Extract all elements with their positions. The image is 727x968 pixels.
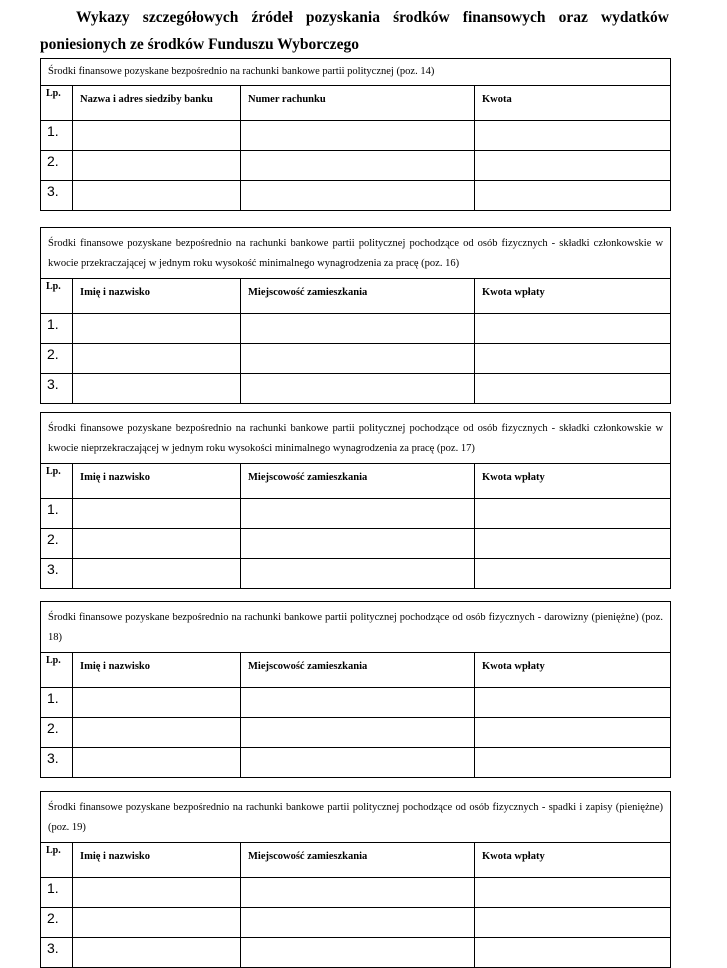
table-row <box>41 748 671 778</box>
table-title: Środki finansowe pozyskane bezpośrednio na rachunki bankowe partii politycznej pochodzące od osób fizycznych - składki członkowskie w kwocie nieprzekraczającej w jednym roku wysokości minimalnego wynagrodzenia za pracę (poz. 17) <box>41 413 671 464</box>
row-number: 3. <box>41 938 73 968</box>
amount-cell[interactable] <box>475 151 671 181</box>
payment-amount-cell[interactable] <box>475 718 671 748</box>
row-number: 1. <box>41 499 73 529</box>
column-header: Imię i nazwisko <box>73 464 241 499</box>
payment-amount-cell[interactable] <box>475 688 671 718</box>
row-number: 1. <box>41 688 73 718</box>
table-row <box>41 374 671 404</box>
payment-amount-cell[interactable] <box>475 529 671 559</box>
full-name-cell[interactable] <box>73 374 241 404</box>
table-bank-accounts <box>40 58 671 211</box>
bank-name-cell[interactable] <box>73 181 241 211</box>
column-header: Imię i nazwisko <box>73 653 241 688</box>
residence-cell[interactable] <box>241 688 475 718</box>
residence-cell[interactable] <box>241 344 475 374</box>
table-row <box>41 499 671 529</box>
table-row <box>41 718 671 748</box>
column-header: Kwota wpłaty <box>475 464 671 499</box>
full-name-cell[interactable] <box>73 688 241 718</box>
column-header: Numer rachunku <box>241 86 475 121</box>
table-title: Środki finansowe pozyskane bezpośrednio na rachunki bankowe partii politycznej pochodzące od osób fizycznych - darowizny (pieniężne) (poz. 18) <box>41 602 671 653</box>
payment-amount-cell[interactable] <box>475 314 671 344</box>
table-row <box>41 688 671 718</box>
row-number: 3. <box>41 181 73 211</box>
lp-header: Lp. <box>41 653 73 688</box>
residence-cell[interactable] <box>241 499 475 529</box>
full-name-cell[interactable] <box>73 314 241 344</box>
table-membership-fees-below <box>40 412 671 589</box>
account-number-cell[interactable] <box>241 121 475 151</box>
column-header: Kwota wpłaty <box>475 843 671 878</box>
row-number: 2. <box>41 529 73 559</box>
row-number: 1. <box>41 121 73 151</box>
residence-cell[interactable] <box>241 559 475 589</box>
column-header: Miejscowość zamieszkania <box>241 653 475 688</box>
row-number: 2. <box>41 344 73 374</box>
payment-amount-cell[interactable] <box>475 748 671 778</box>
row-number: 2. <box>41 151 73 181</box>
column-header: Miejscowość zamieszkania <box>241 464 475 499</box>
full-name-cell[interactable] <box>73 748 241 778</box>
residence-cell[interactable] <box>241 374 475 404</box>
lp-header: Lp. <box>41 279 73 314</box>
row-number: 3. <box>41 374 73 404</box>
full-name-cell[interactable] <box>73 344 241 374</box>
full-name-cell[interactable] <box>73 908 241 938</box>
page-title: Wykazy szczegółowych źródeł pozyskania środków finansowych oraz wydatków poniesionych ze środków Funduszu Wyborczego <box>40 9 669 53</box>
lp-header: Lp. <box>41 464 73 499</box>
table-row <box>41 344 671 374</box>
column-header: Kwota wpłaty <box>475 279 671 314</box>
column-header: Imię i nazwisko <box>73 279 241 314</box>
table-inheritances <box>40 791 671 968</box>
payment-amount-cell[interactable] <box>475 938 671 968</box>
payment-amount-cell[interactable] <box>475 908 671 938</box>
table-row <box>41 938 671 968</box>
table-row <box>41 878 671 908</box>
row-number: 1. <box>41 314 73 344</box>
row-number: 1. <box>41 878 73 908</box>
payment-amount-cell[interactable] <box>475 499 671 529</box>
column-header: Imię i nazwisko <box>73 843 241 878</box>
residence-cell[interactable] <box>241 718 475 748</box>
account-number-cell[interactable] <box>241 181 475 211</box>
table-donations <box>40 601 671 778</box>
row-number: 3. <box>41 748 73 778</box>
row-number: 3. <box>41 559 73 589</box>
residence-cell[interactable] <box>241 314 475 344</box>
table-title: Środki finansowe pozyskane bezpośrednio na rachunki bankowe partii politycznej (poz. 14) <box>41 59 671 86</box>
residence-cell[interactable] <box>241 748 475 778</box>
bank-name-cell[interactable] <box>73 121 241 151</box>
full-name-cell[interactable] <box>73 718 241 748</box>
row-number: 2. <box>41 908 73 938</box>
bank-name-cell[interactable] <box>73 151 241 181</box>
full-name-cell[interactable] <box>73 499 241 529</box>
residence-cell[interactable] <box>241 878 475 908</box>
full-name-cell[interactable] <box>73 529 241 559</box>
full-name-cell[interactable] <box>73 559 241 589</box>
lp-header: Lp. <box>41 843 73 878</box>
payment-amount-cell[interactable] <box>475 559 671 589</box>
column-header: Kwota <box>475 86 671 121</box>
account-number-cell[interactable] <box>241 151 475 181</box>
table-row <box>41 181 671 211</box>
full-name-cell[interactable] <box>73 938 241 968</box>
column-header: Nazwa i adres siedziby banku <box>73 86 241 121</box>
lp-header: Lp. <box>41 86 73 121</box>
column-header: Miejscowość zamieszkania <box>241 843 475 878</box>
amount-cell[interactable] <box>475 121 671 151</box>
payment-amount-cell[interactable] <box>475 344 671 374</box>
table-row <box>41 559 671 589</box>
table-row <box>41 151 671 181</box>
table-row <box>41 314 671 344</box>
payment-amount-cell[interactable] <box>475 374 671 404</box>
column-header: Miejscowość zamieszkania <box>241 279 475 314</box>
residence-cell[interactable] <box>241 908 475 938</box>
table-title: Środki finansowe pozyskane bezpośrednio na rachunki bankowe partii politycznej pochodzące od osób fizycznych - składki członkowskie w kwocie przekraczającej w jednym roku wysokość minimalnego wynagrodzenia za pracę (poz. 16) <box>41 228 671 279</box>
table-row <box>41 529 671 559</box>
table-title: Środki finansowe pozyskane bezpośrednio na rachunki bankowe partii politycznej pochodzące od osób fizycznych - spadki i zapisy (pieniężne) (poz. 19) <box>41 792 671 843</box>
amount-cell[interactable] <box>475 181 671 211</box>
row-number: 2. <box>41 718 73 748</box>
payment-amount-cell[interactable] <box>475 878 671 908</box>
residence-cell[interactable] <box>241 938 475 968</box>
table-row <box>41 121 671 151</box>
residence-cell[interactable] <box>241 529 475 559</box>
table-membership-fees-above <box>40 227 671 404</box>
column-header: Kwota wpłaty <box>475 653 671 688</box>
table-row <box>41 908 671 938</box>
full-name-cell[interactable] <box>73 878 241 908</box>
